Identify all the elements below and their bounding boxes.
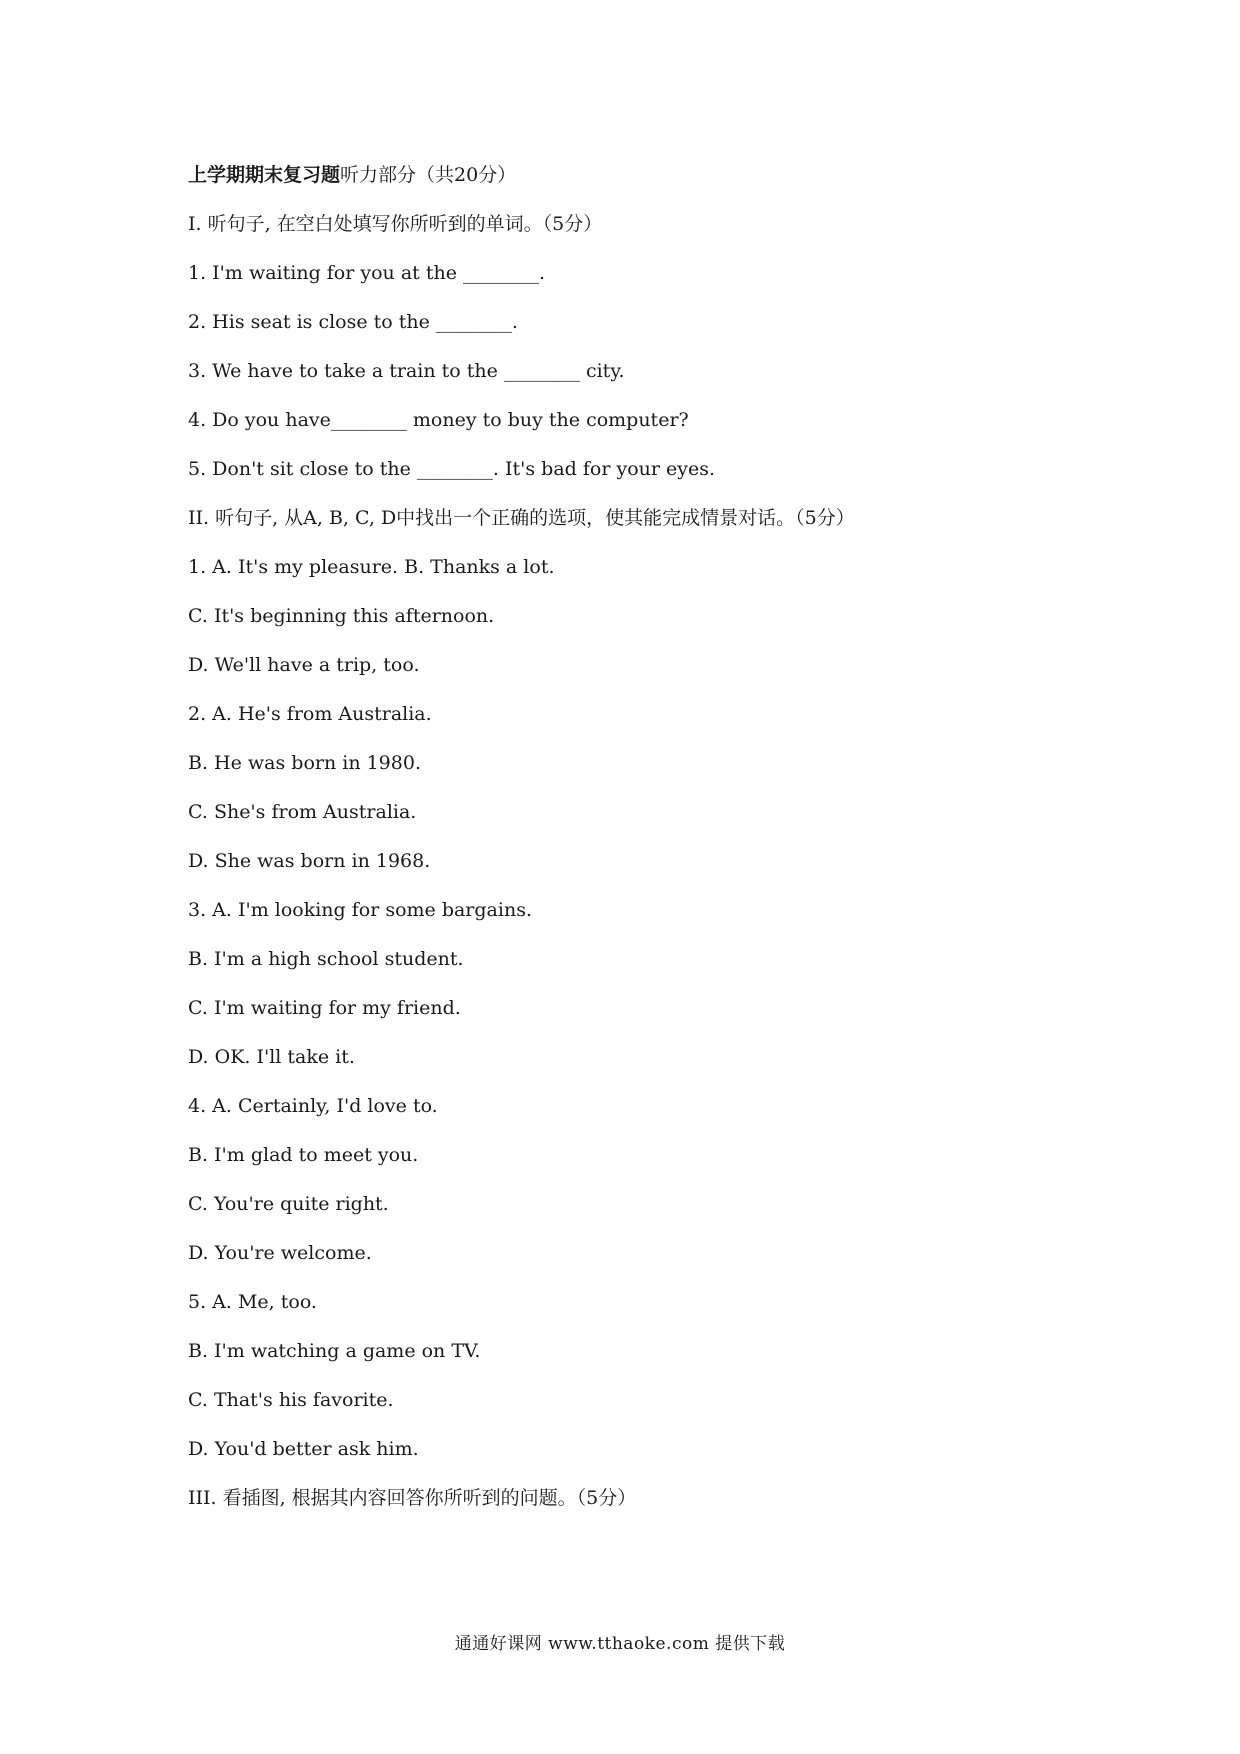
question-line: 4. Do you have________ money to buy the computer?: [188, 409, 689, 431]
title-bold-part: 上学期期末复习题: [188, 164, 341, 186]
option-line: D. You're welcome.: [188, 1242, 372, 1264]
option-line: C. That's his favorite.: [188, 1389, 394, 1411]
option-line: B. I'm a high school student.: [188, 948, 464, 970]
page-title: [188, 162, 516, 188]
option-line: D. You'd better ask him.: [188, 1438, 419, 1460]
option-line: B. He was born in 1980.: [188, 752, 421, 774]
option-line: C. I'm waiting for my friend.: [188, 997, 461, 1019]
section-3-heading: III. 看插图, 根据其内容回答你所听到的问题。（5分）: [188, 1487, 637, 1509]
option-line: B. I'm watching a game on TV.: [188, 1340, 481, 1362]
option-line: D. OK. I'll take it.: [188, 1046, 355, 1068]
title-rest-part: 听力部分（共20分）: [340, 164, 517, 186]
option-line: 2. A. He's from Australia.: [188, 703, 432, 725]
option-line: 3. A. I'm looking for some bargains.: [188, 899, 532, 921]
section-2-heading: II. 听句子, 从A, B, C, D中找出一个正确的选项，使其能完成情景对话。（5分）: [188, 507, 855, 529]
option-line: D. She was born in 1968.: [188, 850, 431, 872]
page-footer: 通通好课网 www.tthaoke.com 提供下载: [454, 1634, 786, 1654]
option-line: C. You're quite right.: [188, 1193, 389, 1215]
question-line: 3. We have to take a train to the ________ city.: [188, 360, 625, 382]
option-line: 4. A. Certainly, I'd love to.: [188, 1095, 438, 1117]
option-line: C. She's from Australia.: [188, 801, 417, 823]
option-line: D. We'll have a trip, too.: [188, 654, 420, 676]
option-line: 1. A. It's my pleasure. B. Thanks a lot.: [188, 556, 555, 578]
question-line: 2. His seat is close to the ________.: [188, 311, 518, 333]
option-line: 5. A. Me, too.: [188, 1291, 317, 1313]
section-1-heading: I. 听句子, 在空白处填写你所听到的单词。（5分）: [188, 213, 603, 235]
question-line: 1. I'm waiting for you at the ________.: [188, 262, 546, 284]
option-line: B. I'm glad to meet you.: [188, 1144, 419, 1166]
question-line: 5. Don't sit close to the ________. It's bad for your eyes.: [188, 458, 715, 480]
option-line: C. It's beginning this afternoon.: [188, 605, 495, 627]
